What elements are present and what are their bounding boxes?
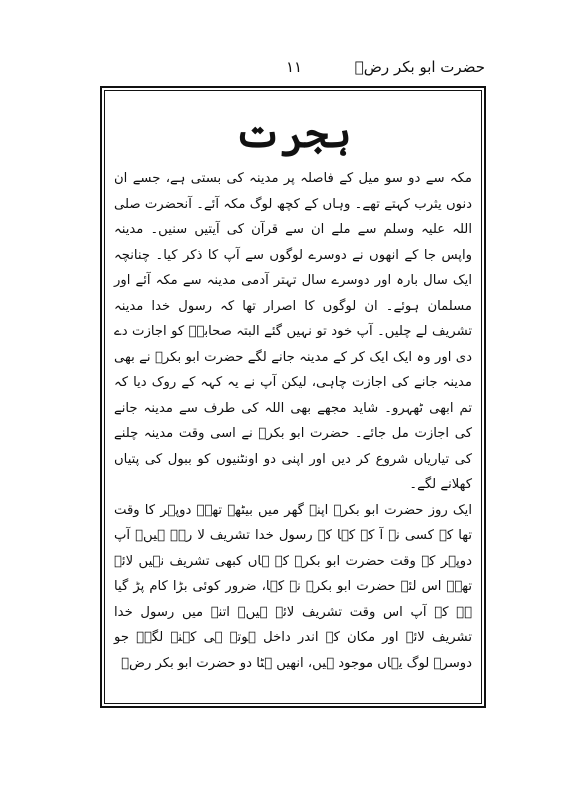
page-number: ۱۱ xyxy=(286,58,303,76)
page-body xyxy=(110,96,476,698)
chapter-title: ہجرت xyxy=(234,110,352,157)
paragraph-1: مکہ سے دو سو میل کے فاصلہ پر مدینہ کی بستی ہے، جسے ان دنوں یثرب کہتے تھے۔ وہاں کے کچھ لوگ مکہ آئے۔ آنحضرت صلی اللہ علیہ وسلم سے ملے ان سے قرآن کی آیتیں سنیں۔ مدینہ واپس جا کے انھوں نے دوسرے لوگوں سے آپ کا ذکر کیا۔ چنانچہ ایک سال بارہ اور دوسرے سال تہتر آدمی مدینہ سے مکہ آئے اور مسلمان ہوئے۔ ان لوگوں کا اصرار تھا کہ رسول خدا مدینہ تشریف لے چلیں۔ آپ خود تو نہیں گئے البتہ صحابہؓ کو اجازت دے دی اور وہ ایک ایک کر کے مدینہ جانے لگے حضرت ابو بکرؓ نے بھی مدینہ جانے کی اجازت چاہی، لیکن آپ نے یہ کہہ کے روک دیا کہ تم ابھی ٹھہرو۔ شاید مجھے بھی اللہ کی طرف سے مدینہ جانے کی اجازت مل جائے۔ حضرت ابو بکرؓ نے اسی وقت مدینہ چلنے کی تیاریاں شروع کر دیں اور اپنی دو اونٹنیوں کو ببول کی پتیاں کھلانے لگے۔ xyxy=(114,171,472,492)
running-header: حضرت ابو بکر رضؓ xyxy=(354,58,485,76)
paragraph-2: ایک روز حضرت ابو بکرؓ اپنے گھر میں بیٹھے تھے۔ دوپہر کا وقت تھا کہ کسی نے آ کے کہا کہ رسول خدا تشریف لا رہے ہیں۔ آپ دوپہر کے وقت حضرت ابو بکرؓ کے ہاں کبھی تشریف نہیں لائے تھے۔ اس لئے حضرت ابو بکرؓ نے کہا، ضرور کوئی بڑا کام پڑ گیا ہے کہ آپ اس وقت تشریف لائے ہیں۔ اتنے میں رسول خدا تشریف لائے اور مکان کے اندر داخل ہوتے ہی کہنے لگے۔ جو دوسرے لوگ یہاں موجود ہیں، انھیں ہٹا دو حضرت ابو بکر رضؓ xyxy=(114,502,472,671)
